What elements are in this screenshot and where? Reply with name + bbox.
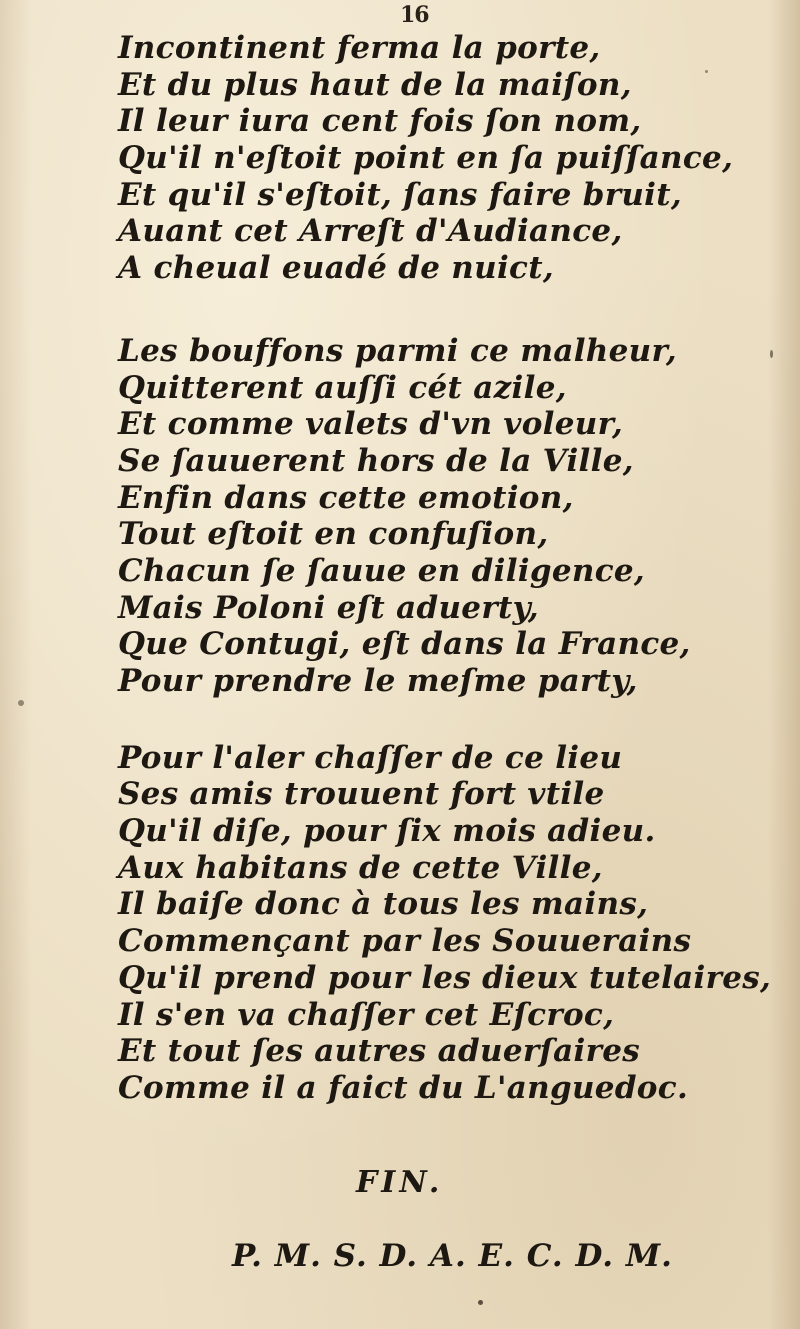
verse-line: Ses amis trouuent fort vtile [118,776,605,813]
verse-line: Qu'il diſe, pour ſix mois adieu. [118,813,656,850]
author-initials: P. M. S. D. A. E. C. D. M. [232,1238,673,1274]
verse-line: Et tout ſes autres aduerſaires [118,1033,640,1070]
verse-line: Tout eſtoit en confuſion, [118,516,549,553]
verse-line: Enfin dans cette emotion, [118,479,574,516]
verse-line: Il leur iura cent fois ſon nom, [118,103,642,140]
poem-text [118,30,771,1107]
verse-line: Les bouffons parmi ce malheur, [118,332,677,369]
verse-line: Que Contugi, eſt dans la France, [118,626,691,663]
verse-line: Aux habitans de cette Ville, [118,849,603,886]
paper-speck [18,700,24,706]
verse-line: Se ſauuerent hors de la Ville, [118,442,634,479]
verse-line: Il s'en va chaſſer cet Eſcroc, [118,996,615,1033]
verse-line: Commençant par les Souuerains [118,923,692,960]
paper-speck [770,350,773,358]
fin-label: FIN. [356,1165,444,1200]
stanza-1 [118,30,771,287]
stanza-3 [118,740,771,1107]
verse-line: Auant cet Arreſt d'Audiance, [118,213,623,250]
verse-line: Et du plus haut de la maiſon, [118,66,632,103]
verse-line: Il baiſe donc à tous les mains, [118,886,649,923]
verse-line: Chacun ſe ſauue en diligence, [118,552,645,589]
verse-line: A cheual euadé de nuict, [118,250,554,287]
verse-line: Incontinent ferma la porte, [118,30,601,66]
stanza-2 [118,333,771,700]
verse-line: Et qu'il s'eſtoit, ſans faire bruit, [118,176,682,213]
verse-line: Et comme valets d'vn voleur, [118,406,624,443]
verse-line: Pour prendre le meſme party, [118,663,638,699]
verse-line: Qu'il prend pour les dieux tutelaires, [118,959,772,996]
verse-line: Qu'il n'eſtoit point en ſa puiſſance, [118,140,734,177]
verse-line: Comme il a faict du L'anguedoc. [118,1069,689,1106]
verse-line: Pour l'aler chaſſer de ce lieu [118,739,623,776]
page-number: 16 [400,2,429,28]
paper-speck [478,1300,483,1305]
verse-line: Quitterent auſſi cét azile, [118,369,567,406]
verse-line: Mais Poloni eſt aduerty, [118,589,540,626]
paper-speck [705,70,708,73]
